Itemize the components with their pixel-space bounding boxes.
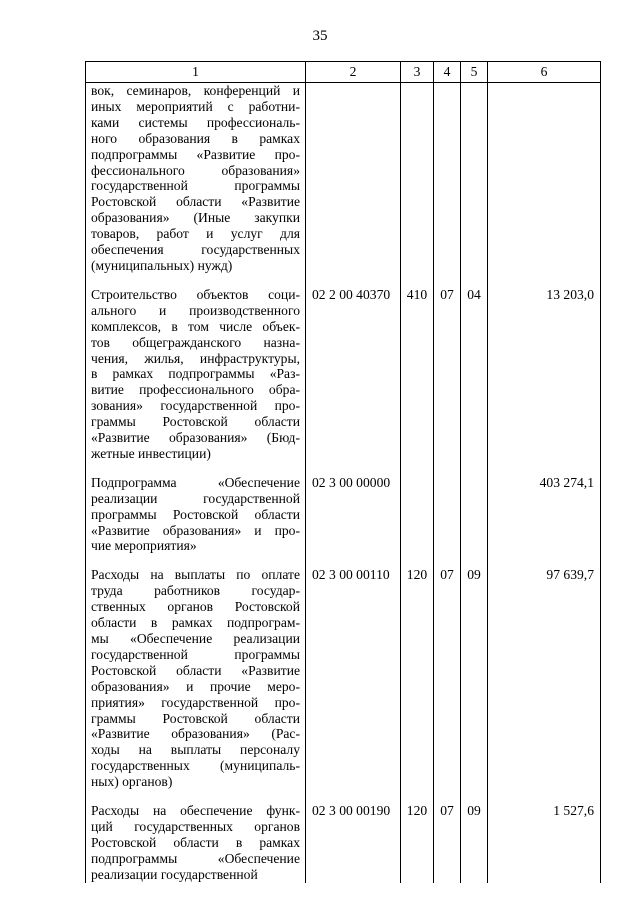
subsection-cell: 09	[461, 803, 488, 883]
spacer-cell	[488, 274, 601, 287]
spacer-cell	[434, 462, 461, 475]
description-line: приятия» государственной про-	[91, 694, 300, 710]
description-line: подпрограммы «Развитие про-	[91, 146, 300, 162]
description-line: области в рамках подпрограм-	[91, 615, 300, 631]
description-line: образования» и прочие меро-	[91, 678, 300, 694]
description-line: витие профессионального обра-	[91, 382, 300, 398]
description-line: в рамках подпрограммы «Раз-	[91, 366, 300, 382]
description-line: граммы Ростовской области	[91, 710, 300, 726]
spacer-cell	[461, 462, 488, 475]
spacer-cell	[401, 554, 434, 567]
description-line: «Развитие образования» и про-	[91, 522, 300, 538]
page-number: 35	[312, 28, 328, 44]
description-line: реализации государственной	[91, 866, 258, 882]
description-line: обеспечения государственных	[91, 242, 300, 258]
row-description	[86, 567, 306, 790]
description-line: образования» (Иные закупки	[91, 210, 300, 226]
spacer-cell	[461, 554, 488, 567]
section-cell	[434, 475, 461, 555]
target-article-code-cell: 02 3 00 00000	[306, 475, 401, 555]
subsection-cell: 04	[461, 287, 488, 462]
description-line: Ростовской области «Развитие	[91, 662, 300, 678]
row-description	[86, 83, 306, 274]
description-line: Ростовской области в рамках	[91, 834, 300, 850]
description-line: государственной программы	[91, 646, 300, 662]
description-line: ций государственных органов	[91, 818, 300, 834]
row-description	[86, 803, 306, 883]
spacer-cell	[86, 790, 306, 803]
description-line: труда работников государ-	[91, 583, 300, 599]
expense-type-cell	[401, 475, 434, 555]
header-col-1: 1	[86, 62, 306, 83]
description-line: тов общегражданского назна-	[91, 334, 300, 350]
spacer-cell	[401, 462, 434, 475]
spacer-cell	[306, 554, 401, 567]
description-line: жетные инвестиции)	[91, 445, 211, 461]
row-description	[86, 475, 306, 555]
spacer-cell	[488, 790, 601, 803]
description-line: государственной программы	[91, 178, 300, 194]
spacer-cell	[86, 462, 306, 475]
section-cell: 07	[434, 803, 461, 883]
header-col-4: 4	[434, 62, 461, 83]
table-header	[86, 62, 601, 83]
spacer-cell	[401, 790, 434, 803]
spacer-cell	[434, 274, 461, 287]
description-line: товаров, работ и услуг для	[91, 226, 300, 242]
spacer-cell	[488, 554, 601, 567]
description-line: чие мероприятия»	[91, 538, 197, 554]
description-line: чения, жилья, инфраструктуры,	[91, 350, 300, 366]
target-article-code-cell: 02 3 00 00190	[306, 803, 401, 883]
row-description	[86, 287, 306, 462]
target-article-code-cell: 02 3 00 00110	[306, 567, 401, 790]
spacer-cell	[306, 462, 401, 475]
target-article-code-cell	[306, 83, 401, 274]
description-line: вок, семинаров, конференций и	[91, 83, 300, 98]
row-spacer	[86, 462, 601, 475]
description-line: ных) органов)	[91, 774, 173, 790]
target-article-code-cell: 02 2 00 40370	[306, 287, 401, 462]
amount-cell: 403 274,1	[488, 475, 601, 555]
row-spacer	[86, 274, 601, 287]
description-line: подпрограммы «Обеспечение	[91, 850, 300, 866]
description-line: Расходы на выплаты по оплате	[91, 567, 300, 583]
budget-table	[85, 61, 601, 883]
section-cell: 07	[434, 567, 461, 790]
spacer-cell	[461, 790, 488, 803]
description-line: ного образования в рамках	[91, 130, 300, 146]
table-row	[86, 475, 601, 555]
description-line: «Развитие образования» (Рас-	[91, 726, 300, 742]
section-cell	[434, 83, 461, 274]
description-line: зования» государственной про-	[91, 398, 300, 414]
table-row	[86, 83, 601, 274]
description-line: мы «Обеспечение реализации	[91, 631, 300, 646]
header-col-5: 5	[461, 62, 488, 83]
description-line: ального и производственного	[91, 302, 300, 318]
description-line: Подпрограмма «Обеспечение	[91, 474, 300, 490]
table-body	[86, 83, 601, 883]
description-line: граммы Ростовской области	[91, 414, 300, 430]
expense-type-cell: 120	[401, 567, 434, 790]
expense-type-cell: 120	[401, 803, 434, 883]
description-line: реализации государственной	[91, 490, 300, 506]
expense-type-cell: 410	[401, 287, 434, 462]
description-line: «Развитие образования» (Бюд-	[91, 430, 300, 446]
header-col-6: 6	[488, 62, 601, 83]
spacer-cell	[434, 790, 461, 803]
amount-cell: 97 639,7	[488, 567, 601, 790]
header-col-2: 2	[306, 62, 401, 83]
header-col-3: 3	[401, 62, 434, 83]
spacer-cell	[306, 790, 401, 803]
spacer-cell	[86, 274, 306, 287]
description-line: ходы на выплаты персоналу	[91, 742, 300, 758]
row-spacer	[86, 790, 601, 803]
header-row	[86, 62, 601, 83]
description-line: Строительство объектов соци-	[91, 286, 300, 302]
spacer-cell	[488, 462, 601, 475]
spacer-cell	[306, 274, 401, 287]
spacer-cell	[434, 554, 461, 567]
description-line: государственных (муниципаль-	[91, 758, 300, 774]
subsection-cell	[461, 475, 488, 555]
table-row	[86, 803, 601, 883]
description-line: (муниципальных) нужд)	[91, 257, 233, 273]
row-spacer	[86, 554, 601, 567]
amount-cell: 1 527,6	[488, 803, 601, 883]
subsection-cell	[461, 83, 488, 274]
description-line: ками системы профессиональ-	[91, 114, 300, 130]
description-line: фессионального образования»	[91, 162, 300, 178]
description-line: ственных органов Ростовской	[91, 599, 300, 615]
section-cell: 07	[434, 287, 461, 462]
spacer-cell	[401, 274, 434, 287]
amount-cell: 13 203,0	[488, 287, 601, 462]
description-line: иных мероприятий с работни-	[91, 98, 300, 114]
description-line: Ростовской области «Развитие	[91, 194, 300, 210]
description-line: Расходы на обеспечение функ-	[91, 803, 300, 819]
table-row	[86, 287, 601, 462]
subsection-cell: 09	[461, 567, 488, 790]
amount-cell	[488, 83, 601, 274]
spacer-cell	[461, 274, 488, 287]
expense-type-cell	[401, 83, 434, 274]
description-line: комплексов, в том числе объек-	[91, 318, 300, 334]
spacer-cell	[86, 554, 306, 567]
description-line: программы Ростовской области	[91, 506, 300, 522]
table-row	[86, 567, 601, 790]
